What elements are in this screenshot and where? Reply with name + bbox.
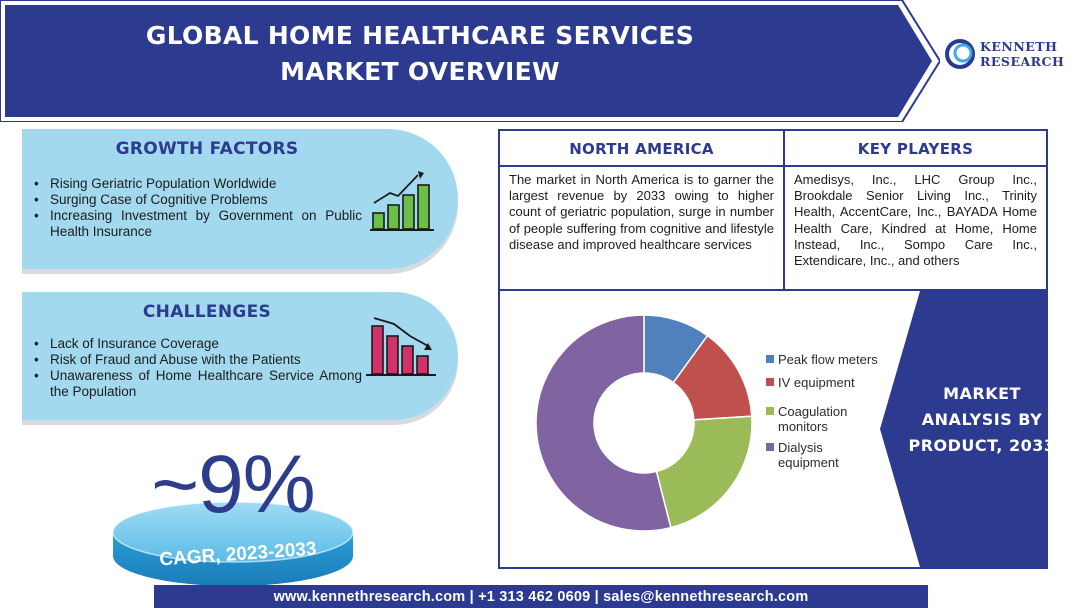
legend-swatch xyxy=(766,443,774,451)
title-line-1: GLOBAL HOME HEALTHCARE SERVICES xyxy=(145,21,695,50)
list-item: • Unawareness of Home Healthcare Service Among the Population xyxy=(32,368,362,400)
market-details-grid xyxy=(498,129,1056,569)
legend-label: IV equipment xyxy=(778,375,855,390)
analysis-label-line-1: MARKET xyxy=(943,384,1021,403)
logo-line-2: RESEARCH xyxy=(980,54,1065,69)
legend-item xyxy=(766,352,886,367)
challenges-title: CHALLENGES xyxy=(142,302,272,322)
legend-item xyxy=(766,404,886,434)
challenges-panel xyxy=(22,292,458,420)
legend-item xyxy=(766,375,886,390)
title-line-2: MARKET OVERVIEW xyxy=(280,57,560,86)
contact-footer: www.kennethresearch.com | +1 313 462 0609 | sales@kennethresearch.com xyxy=(154,585,928,608)
chart-legend xyxy=(766,352,886,470)
growth-factors-panel xyxy=(22,129,458,269)
kenneth-research-logo[interactable] xyxy=(944,36,1074,76)
legend-label: Peak flow meters xyxy=(778,352,878,367)
growth-factors-title: GROWTH FACTORS xyxy=(115,139,299,159)
legend-item xyxy=(766,440,886,470)
analysis-label-line-2: ANALYSIS BY xyxy=(921,410,1043,429)
cagr-label: CAGR, 2023-2033 xyxy=(158,538,318,571)
legend-label: Coagulation monitors xyxy=(778,404,848,434)
header-banner xyxy=(0,0,940,122)
legend-swatch xyxy=(766,355,774,363)
north-america-title: NORTH AMERICA xyxy=(500,131,783,167)
key-players-title: KEY PLAYERS xyxy=(785,131,1046,167)
north-america-text: The market in North America is to garner the largest revenue by 2033 owing to higher count of geriatric population, surge in number of people suffering from cognitive and lifestyle disease and improved healthcare services xyxy=(509,172,774,252)
list-item: • Risk of Fraud and Abuse with the Patients xyxy=(32,352,362,368)
kenneth-research-logo-icon xyxy=(944,38,976,70)
analysis-label xyxy=(908,381,1056,459)
logo-line-1: KENNETH xyxy=(980,39,1058,54)
legend-label: Dialysis equipment xyxy=(778,440,839,470)
logo-wordmark xyxy=(980,39,1064,69)
analysis-label-line-3: PRODUCT, 2033 xyxy=(908,436,1056,455)
list-item: • Increasing Investment by Government on Public Health Insurance xyxy=(32,208,362,240)
cagr-value: ~9% xyxy=(151,439,315,530)
growth-factors-list xyxy=(32,176,362,240)
legend-swatch xyxy=(766,378,774,386)
rising-bar-chart-icon xyxy=(368,169,438,235)
list-item: • Rising Geriatric Population Worldwide xyxy=(32,176,362,192)
list-item: • Lack of Insurance Coverage xyxy=(32,336,362,352)
list-item: • Surging Case of Cognitive Problems xyxy=(32,192,362,208)
legend-swatch xyxy=(766,407,774,415)
donut-slice-coagulation-monitors xyxy=(656,416,752,527)
challenges-list xyxy=(32,336,362,400)
declining-bar-chart-icon xyxy=(364,314,440,380)
key-players-text: Amedisys, Inc., LHC Group Inc., Brookdale Senior Living Inc., Trinity Health, AccentCare, Inc., BAYADA Home Health Care, Kindred at Home, Home Instead, Inc., Sompo Care Inc., Extendicare, Inc., and others xyxy=(794,172,1037,269)
page-title xyxy=(0,18,840,90)
